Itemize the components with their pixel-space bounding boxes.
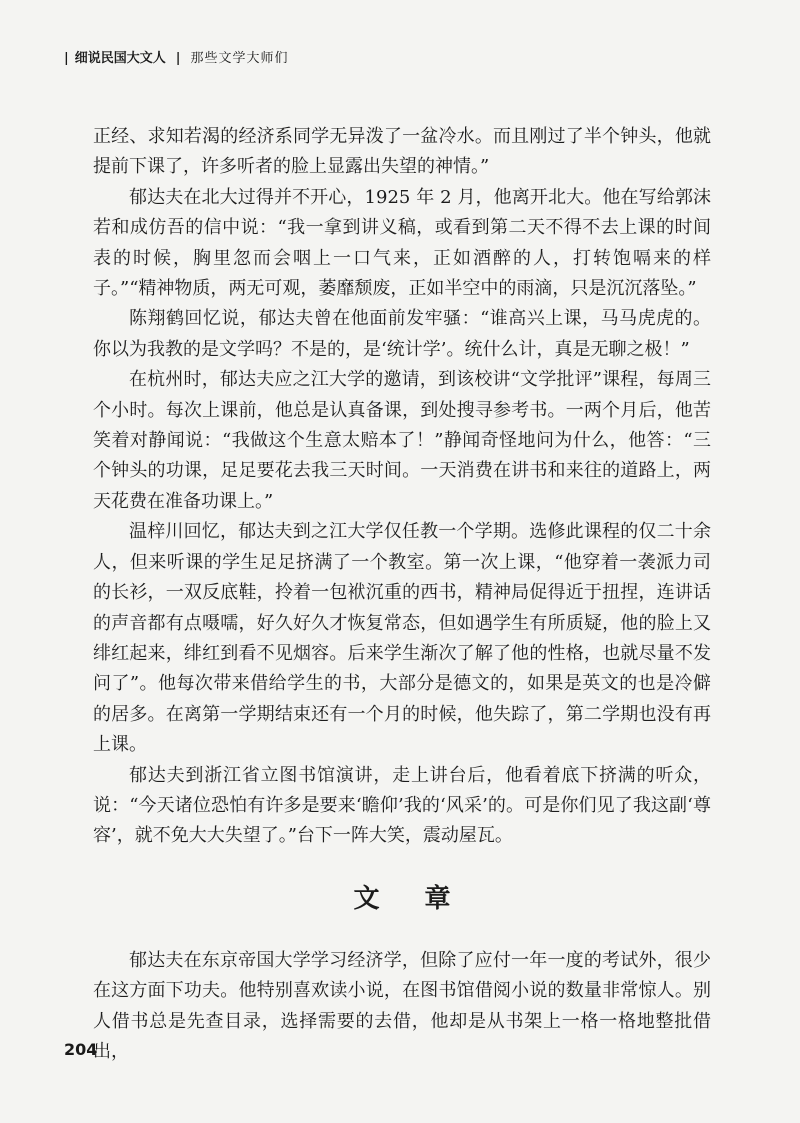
header-bar: | [64,51,69,66]
paragraph: 郁达夫到浙江省立图书馆演讲，走上讲台后，他看着底下挤满的听众，说：“今天诸位恐怕有许多是要来‘瞻仰’我的‘风采’的。可是你们见了我这副‘尊容’，就不免大大失望了。”台下一阵大笑，震动屋瓦。 [93,764,711,847]
chapter-title: 那些文学大师们 [190,51,289,66]
header-separator: | [175,51,181,66]
body-text [93,122,711,1067]
running-header [64,50,289,68]
section-title: 文 章 [353,883,469,914]
book-title: 细说民国大文人 [74,51,166,66]
paragraph: 郁达夫在东京帝国大学学习经济学，但除了应付一年一度的考试外，很少在这方面下功夫。他特别喜欢读小说，在图书馆借阅小说的数量非常惊人。别人借书总是先查目录，选择需要的去借，他却是从书架上一格一格地整批借出， [93,949,711,1062]
paragraph: 温梓川回忆，郁达夫到之江大学仅任教一个学期。选修此课程的仅二十余人，但来听课的学生足足挤满了一个教室。第一次上课，“他穿着一袭派力司的长衫，一双反底鞋，拎着一包袱沉重的西书，精神局促得近于扭捏，连讲话的声音都有点嗫嚅，好久好久才恢复常态，但如遇学生有所质疑，他的脸上又绯红起来，绯红到看不见烟容。后来学生渐次了解了他的性格，也就尽量不发问了”。他每次带来借给学生的书，大部分是德文的，如果是英文的也是冷僻的居多。在离第一学期结束还有一个月的时候，他失踪了，第二学期也没有再上课。 [93,521,711,756]
paragraph: 陈翔鹤回忆说，郁达夫曾在他面前发牢骚：“谁高兴上课，马马虎虎的。你以为我教的是文学吗？不是的，是‘统计学’。统什么计，真是无聊之极！” [93,308,711,360]
paragraph: 郁达夫在北大过得并不开心，1925 年 2 月，他离开北大。他在写给郭沫若和成仿吾的信中说：“我一拿到讲义稿，或看到第二天不得不去上课的时间表的时候，胸里忽而会咽上一口气来，正如酒醉的人，打转饱嗝来的样子。”“精神物质，两无可观，萎靡颓废，正如半空中的雨滴，只是沉沉落坠。” [93,186,711,300]
paragraph: 在杭州时，郁达夫应之江大学的邀请，到该校讲“文学批评”课程，每周三个小时。每次上课前，他总是认真备课，到处搜寻参考书。一两个月后，他苦笑着对静闻说：“我做这个生意太赔本了！”静闻奇怪地问为什么，他答：“三个钟头的功课，足足要花去我三天时间。一天消费在讲书和来往的道路上，两天花费在准备功课上。” [93,369,711,512]
paragraph: 正经、求知若渴的经济系同学无异泼了一盆冷水。而且刚过了半个钟头，他就提前下课了，许多听者的脸上显露出失望的神情。” [93,126,711,178]
page-number: 204 [64,1040,98,1059]
